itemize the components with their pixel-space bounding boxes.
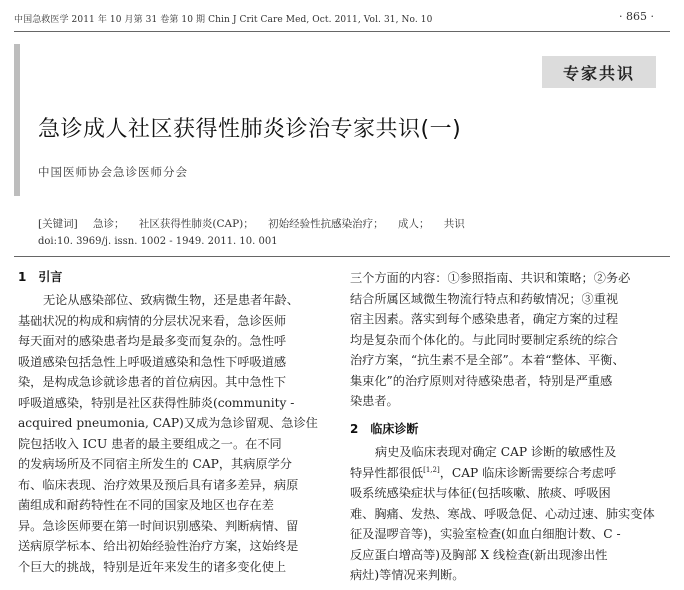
line-text: ，CAP 临床诊断需要综合考虑呼 [439, 465, 617, 480]
paragraph-line: 布、临床表现、治疗效果及预后具有诸多差异，病原 [18, 477, 299, 492]
paragraph-line: 宿主因素。落实到每个感染患者，确定方案的过程 [350, 312, 619, 326]
paragraph-line: 染患者。 [350, 394, 399, 408]
paragraph-line: 异。急诊医师要在第一时间识别感染、判断病情、留 [18, 518, 299, 533]
paragraph-line: 基础状况的构成和病情的分层状况来看，急诊医师 [18, 313, 287, 328]
paragraph-line: 吸系统感染症状与体征(包括咳嗽、脓痰、呼吸困 [350, 486, 611, 500]
section-title: 引言 [38, 270, 63, 284]
keyword: 成人； [397, 218, 430, 230]
header-divider [14, 31, 670, 32]
paragraph-line: 反应蛋白增高等)及胸部 X 线检查(新出现渗出性 [350, 547, 608, 562]
article-title: 急诊成人社区获得性肺炎诊治专家共识(一) [38, 117, 462, 142]
keyword: 初始经验性抗感染治疗； [268, 218, 384, 230]
paragraph-line: 每天面对的感染患者均是最多变而复杂的。急性呼 [18, 334, 287, 348]
paragraph-line: 呼吸道感染，特别是社区获得性肺炎(community - [18, 395, 295, 410]
paragraph-line: 的发病场所及不同宿主所发生的 CAP，其病原学分 [18, 457, 292, 471]
paragraph-line: 结合所属区域微生物流行特点和药敏情况；③重视 [350, 291, 619, 306]
paragraph-line: 菌组成和耐药特性在不同的国家及地区也存在差 [18, 498, 274, 512]
doi-line: doi:10. 3969/j. issn. 1002 - 1949. 2011. 10. 001 [38, 236, 278, 247]
section-title: 临床诊断 [370, 422, 419, 436]
paragraph-line: 染，是构成急诊就诊患者的首位病因。其中急性下 [18, 375, 287, 389]
paragraph-line: 吸道感染包括急性上呼吸道感染和急性下呼吸道感 [18, 354, 287, 369]
paragraph-line: 个巨大的挑战，特别是近年来发生的诸多变化使上 [18, 559, 287, 574]
journal-header: 中国急救医学 2011 年 10 月第 31 卷第 10 期 Chin J Crit Care Med, Oct. 2011, Vol. 31, No. 10 [14, 15, 433, 25]
paragraph-line: acquired pneumonia, CAP)又成为急诊留观、急诊住 [18, 416, 318, 430]
paragraph-line: 三个方面的内容：①参照指南、共识和策略；②务必 [350, 271, 631, 285]
paragraph-line: 送病原学标本、给出初始经验性治疗方案，这始终是 [18, 539, 299, 553]
paragraph-line: 均是复杂而个体化的。与此同时要制定系统的综合 [350, 332, 619, 347]
right-column-continuation [350, 268, 666, 412]
decorative-side-bar [14, 44, 20, 196]
keyword: 社区获得性肺炎(CAP)； [138, 218, 254, 230]
section-2-heading [350, 420, 418, 437]
citation-ref[interactable]: [1,2] [423, 465, 440, 474]
section-number: 2 [350, 422, 359, 436]
paragraph-line: 院包括收入 ICU 患者的最主要组成之一。在不同 [18, 436, 282, 451]
section-2-body [350, 442, 666, 586]
paragraph-line: 征及湿啰音等)，实验室检查(如血白细胞计数、C - [350, 527, 621, 541]
category-label: 专家共识 [542, 56, 656, 88]
page-number: · 865 · [619, 10, 654, 23]
section-1-heading [18, 268, 62, 285]
keywords-label: [关键词] [38, 218, 78, 230]
paragraph-line: 病灶)等情况来判断。 [350, 568, 465, 582]
left-column-body [18, 290, 330, 577]
line-text: 特异性都很低 [350, 465, 424, 480]
paragraph-line [350, 463, 666, 484]
section-number: 1 [18, 270, 27, 284]
keywords-line [38, 216, 476, 231]
paragraph-line: 集束化”的治疗原则对待感染患者，特别是严重感 [350, 373, 613, 388]
paragraph-line: 病史及临床表现对确定 CAP 诊断的敏感性及 [375, 445, 617, 459]
paragraph-line: 治疗方案，“抗生素不是全部”。本着“整体、平衡、 [350, 353, 625, 367]
paragraph-line: 无论从感染部位、致病微生物，还是患者年龄、 [43, 293, 299, 307]
paragraph-line: 难、胸痛、发热、寒战、呼吸急促、心动过速、肺实变体 [350, 506, 655, 521]
abstract-divider [14, 256, 670, 257]
keyword: 急诊； [93, 218, 125, 230]
keyword: 共识 [443, 218, 465, 230]
article-authors: 中国医师协会急诊医师分会 [38, 165, 188, 179]
